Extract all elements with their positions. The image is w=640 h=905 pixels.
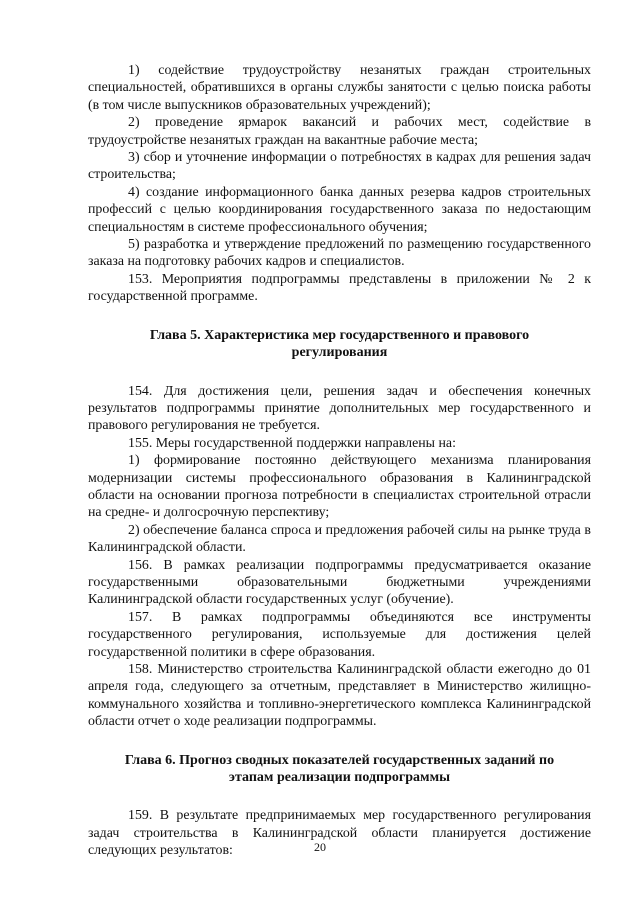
page-number: 20 xyxy=(314,840,326,854)
paragraph-item-2: 2) проведение ярмарок вакансий и рабочих мест, содействие в трудоустройстве незанятых граждан на вакантные рабочие места; xyxy=(88,115,591,148)
paragraph-155-item-2: 2) обеспечение баланса спроса и предложения рабочей силы на рынке труда в Калининградской области. xyxy=(88,522,591,556)
page-content xyxy=(88,62,591,860)
chapter-5-heading: Глава 5. Характеристика мер государственного и правового регулирования xyxy=(149,327,530,361)
paragraph-157: 157. В рамках подпрограммы объединяются все инструменты государственного регулирования, используемые для достижения целей государственной политики в сфере образования. xyxy=(88,609,591,660)
paragraph-item-5: 5) разработка и утверждение предложений по размещению государственного заказа на подготовку рабочих кадров и специалистов. xyxy=(88,237,591,270)
paragraph-156: 156. В рамках реализации подпрограммы предусматривается оказание государственными образовательными бюджетными учреждениями Калининградской области государственных услуг (обучение). xyxy=(88,557,591,608)
paragraph-item-3: 3) сбор и уточнение информации о потребностях в кадрах для решения задач строительства; xyxy=(88,150,591,183)
paragraph-155: 155. Меры государственной поддержки направлены на: xyxy=(128,435,456,451)
paragraph-159: 159. В результате предпринимаемых мер государственного регулирования задач строительства в Калининградской области планируется достижение следующих результатов: xyxy=(88,808,591,859)
chapter-6-heading: Глава 6. Прогноз сводных показателей государственных заданий по этапам реализации подпрограммы xyxy=(124,752,555,786)
paragraph-158: 158. Министерство строительства Калининградской области ежегодно до 01 апреля года, следующего за отчетным, представляет в Министерство жилищно-коммунального хозяйства и топливно-энергетического комплекса Калининградской области отчет о ходе реализации подпрограммы. xyxy=(88,662,591,730)
paragraph-153: 153. Мероприятия подпрограммы представлены в приложении № 2 к государственной программе. xyxy=(88,271,591,305)
paragraph-154: 154. Для достижения цели, решения задач и обеспечения конечных результатов подпрограммы принятие дополнительных мер государственного и правового регулирования не требуется. xyxy=(88,383,591,434)
paragraph-item-4: 4) создание информационного банка данных резерва кадров строительных профессий с целью координирования государственного заказа по недостающим специальностям в системе профессионального обучения; xyxy=(88,184,591,235)
paragraph-155-item-1: 1) формирование постоянно действующего механизма планирования модернизации системы профессионального образования в Калининградской области на основании прогноза потребности в специалистах строительной отрасли на средне- и долгосрочную перспективу; xyxy=(88,453,591,521)
paragraph-item-1: 1) содействие трудоустройству незанятых граждан строительных специальностей, обратившихся в органы службы занятости с целью поиска работы (в том числе выпускников образовательных учреждений); xyxy=(88,63,591,113)
